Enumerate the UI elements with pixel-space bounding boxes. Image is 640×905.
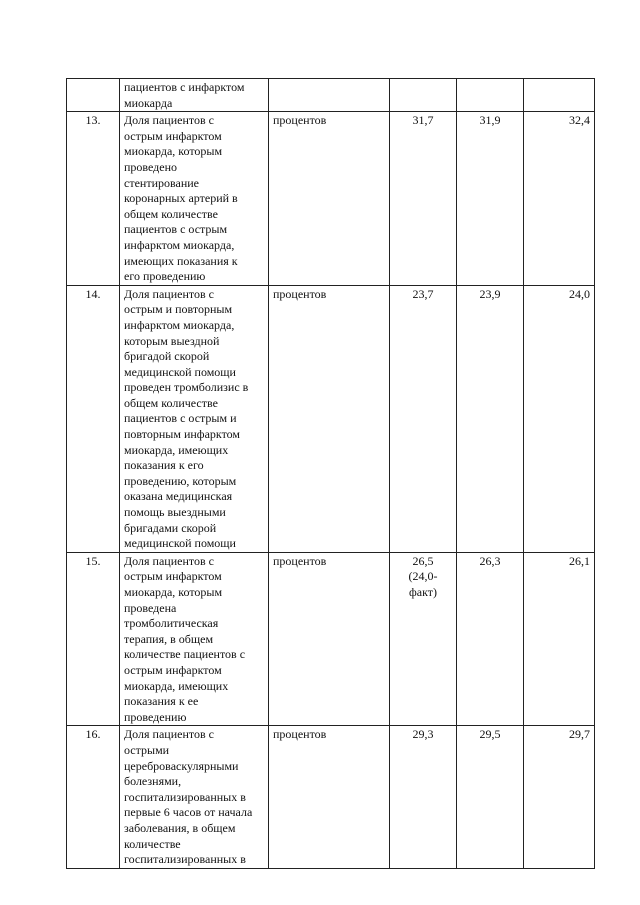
description-line: проведению	[124, 709, 187, 724]
description-line: его проведению	[124, 269, 206, 284]
description-line: острым инфарктом	[124, 569, 222, 584]
description-line: миокарда	[124, 95, 173, 110]
indicator-description-cell	[120, 285, 269, 552]
description-line: острыми	[124, 742, 170, 757]
description-line: Доля пациентов с	[124, 553, 214, 568]
description-line: инфарктом миокарда,	[124, 237, 235, 252]
description-line: медицинской помощи	[124, 364, 236, 379]
value-text: 31,9	[479, 113, 501, 128]
value-text: 23,7	[412, 286, 434, 301]
description-line: коронарных артерий в	[124, 191, 238, 206]
indicators-table	[66, 78, 595, 869]
indicator-description-cell	[120, 726, 269, 868]
description-line: острым инфарктом	[124, 128, 222, 143]
value-cell-year-3	[524, 79, 595, 112]
description-line: болезнями,	[124, 774, 182, 789]
row-number-cell	[67, 285, 120, 552]
value-text: 23,9	[479, 286, 501, 301]
description-line: острым инфарктом	[124, 662, 222, 677]
value-cell-year-3	[524, 112, 595, 286]
description-line: миокарда, которым	[124, 144, 223, 159]
description-line: помощь выездными	[124, 505, 226, 520]
value-text: 32,4	[569, 113, 590, 128]
description-line: показания к его	[124, 458, 204, 473]
unit-cell	[269, 726, 390, 868]
unit-label: процентов	[273, 113, 327, 128]
value-cell-year-3	[524, 552, 595, 726]
unit-label: процентов	[273, 553, 327, 568]
indicator-description-cell	[120, 112, 269, 286]
description-line: имеющих показания к	[124, 253, 238, 268]
unit-label: процентов	[273, 727, 327, 742]
description-line: госпитализированных в	[124, 789, 246, 804]
description-line: первые 6 часов от начала	[124, 805, 253, 820]
value-cell-year-1	[390, 552, 457, 726]
value-line: (24,0-	[408, 569, 438, 584]
indicator-description-cell	[120, 79, 269, 112]
value-line: факт)	[408, 585, 437, 599]
description-line: оказана медицинская	[124, 489, 233, 504]
value-cell-year-2	[457, 112, 524, 286]
description-line: пациентов с острым	[124, 222, 228, 237]
table-row	[67, 726, 595, 868]
description-line: пациентов с инфарктом	[124, 80, 245, 94]
indicators-table-body	[67, 79, 595, 869]
description-line: заболевания, в общем	[124, 820, 236, 835]
value-text: 31,7	[412, 113, 434, 128]
value-cell-year-1	[390, 285, 457, 552]
description-line: миокарда, которым	[124, 585, 223, 599]
description-line: тромболитическая	[124, 616, 219, 631]
description-line: пациентов с острым и	[124, 411, 237, 426]
value-cell-year-2	[457, 285, 524, 552]
unit-cell	[269, 112, 390, 286]
description-line: миокарда, имеющих	[124, 442, 229, 457]
description-line: повторным инфарктом	[124, 427, 241, 442]
unit-cell	[269, 285, 390, 552]
description-line: количестве пациентов с	[124, 647, 246, 662]
description-line: терапия, в общем	[124, 631, 214, 646]
value-text: 26,3	[479, 553, 501, 568]
description-line: инфарктом миокарда,	[124, 317, 235, 332]
indicator-description-cell	[120, 552, 269, 726]
description-line: бригадами скорой	[124, 520, 217, 535]
row-number-cell	[67, 552, 120, 726]
description-line: цереброваскулярными	[124, 758, 239, 773]
description-line: стентирование	[124, 175, 199, 190]
description-line: Доля пациентов с	[124, 727, 214, 742]
description-line: Доля пациентов с	[124, 113, 214, 128]
description-line: острым и повторным	[124, 302, 233, 317]
row-number: 15.	[85, 553, 101, 568]
row-number: 14.	[85, 286, 101, 301]
value-cell-year-1	[390, 726, 457, 868]
row-number-cell	[67, 112, 120, 286]
value-text: 29,7	[569, 727, 590, 742]
description-line: общем количестве	[124, 206, 218, 221]
description-line: которым выездной	[124, 333, 220, 348]
value-line: 26,5	[412, 553, 434, 568]
table-row	[67, 112, 595, 286]
row-number-cell	[67, 726, 120, 868]
unit-label: процентов	[273, 286, 327, 301]
value-text: 29,5	[479, 727, 501, 742]
row-number: 13.	[85, 113, 101, 128]
description-line: госпитализированных в	[124, 852, 246, 867]
value-text: 24,0	[569, 286, 590, 301]
description-line: Доля пациентов с	[124, 286, 214, 301]
description-line: проведено	[124, 159, 178, 174]
description-line: миокарда, имеющих	[124, 678, 229, 693]
description-line: количестве	[124, 836, 181, 851]
value-cell-year-3	[524, 285, 595, 552]
value-text: 29,3	[412, 727, 434, 742]
description-line: общем количестве	[124, 395, 218, 410]
table-row	[67, 552, 595, 726]
description-line: медицинской помощи	[124, 536, 236, 551]
value-cell-year-2	[457, 552, 524, 726]
value-cell-year-2	[457, 726, 524, 868]
value-cell-year-1	[390, 79, 457, 112]
description-line: проведен тромболизис в	[124, 380, 249, 395]
unit-cell	[269, 552, 390, 726]
table-row	[67, 79, 595, 112]
row-number: 16.	[85, 727, 101, 742]
value-text: 26,1	[569, 553, 590, 568]
unit-cell	[269, 79, 390, 112]
value-cell-year-2	[457, 79, 524, 112]
value-cell-year-1	[390, 112, 457, 286]
description-line: проведению, которым	[124, 473, 237, 488]
table-row	[67, 285, 595, 552]
row-number-cell	[67, 79, 120, 112]
description-line: бригадой скорой	[124, 349, 210, 364]
description-line: показания к ее	[124, 694, 199, 709]
value-cell-year-3	[524, 726, 595, 868]
description-line: проведена	[124, 600, 177, 615]
